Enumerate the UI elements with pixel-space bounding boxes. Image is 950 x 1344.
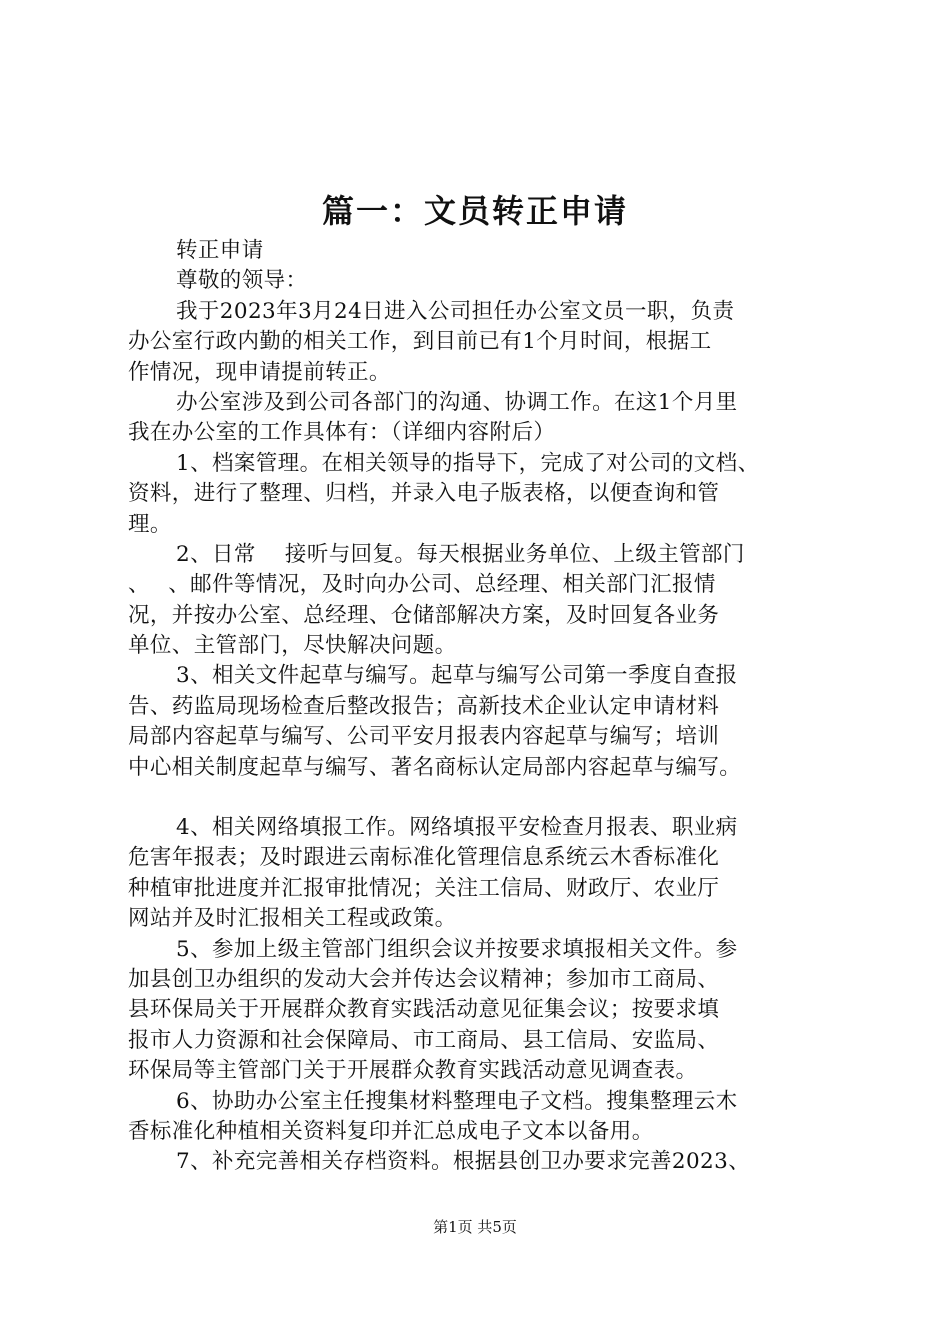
paragraph-3	[128, 449, 830, 540]
text-line: 况，并按办公室、总经理、仓储部解决方案，及时回复各业务	[128, 602, 720, 628]
paragraph-4	[128, 540, 830, 662]
text-line: 作情况，现申请提前转正。	[128, 359, 391, 385]
paragraph-1	[128, 297, 830, 388]
text-line: 3、相关文件起草与编写。起草与编写公司第一季度自查报	[176, 663, 738, 689]
salutation-line: 尊敬的领导：	[176, 268, 308, 294]
text-line: 香标准化种植相关资料复印并汇总成电子文本以备用。	[128, 1118, 654, 1144]
text-line: 6、协助办公室主任搜集材料整理电子文档。搜集整理云木	[176, 1088, 738, 1114]
text-line: 我在办公室的工作具体有：（详细内容附后）	[128, 420, 556, 446]
text-line: 县环保局关于开展群众教育实践活动意见征集会议；按要求填	[128, 997, 720, 1023]
text-line: 告、药监局现场检查后整改报告；高新技术企业认定申请材料	[128, 693, 720, 719]
paragraph-5	[128, 661, 830, 783]
text-line: 、 、邮件等情况，及时向办公司、总经理、相关部门汇报情	[128, 572, 716, 598]
text-line: 1、档案管理。在相关领导的指导下，完成了对公司的文档、	[176, 450, 760, 476]
text-line: 资料，进行了整理、归档，并录入电子版表格，以便查询和管	[128, 481, 720, 507]
text-line: 加县创卫办组织的发动大会并传达会议精神；参加市工商局、	[128, 966, 720, 992]
text-line: 我于2023年3月24日进入公司担任办公室文员一职，负责	[176, 298, 735, 324]
text-line: 办公室行政内勤的相关工作，到目前已有1个月时间，根据工	[128, 329, 712, 355]
paragraph-6	[128, 813, 830, 935]
text-line: 单位、主管部门，尽快解决问题。	[128, 633, 457, 659]
text-line: 理。	[128, 511, 172, 537]
paragraph-2	[128, 388, 830, 449]
document-title: 篇一：文员转正申请	[321, 192, 628, 230]
text-line: 7、补充完善相关存档资料。根据县创卫办要求完善2023、	[176, 1149, 751, 1175]
text-line: 报市人力资源和社会保障局、市工商局、县工信局、安监局、	[128, 1027, 720, 1053]
text-line: 4、相关网络填报工作。网络填报平安检查月报表、职业病	[176, 815, 738, 841]
text-line: 环保局等主管部门关于开展群众教育实践活动意见调查表。	[128, 1058, 698, 1084]
text-line: 种植审批进度并汇报审批情况；关注工信局、财政厅、农业厅	[128, 875, 720, 901]
paragraph-8	[128, 1087, 830, 1148]
text-line: 办公室涉及到公司各部门的沟通、协调工作。在这1个月里	[176, 389, 738, 415]
blank-spacer	[128, 783, 830, 813]
heading-line: 转正申请	[176, 238, 264, 263]
page-footer: 第1页 共5页	[433, 1218, 517, 1236]
text-line: 网站并及时汇报相关工程或政策。	[128, 906, 457, 932]
paragraph-9	[128, 1147, 830, 1177]
paragraph-7	[128, 935, 830, 1087]
document-body	[128, 236, 830, 1178]
text-line: 危害年报表；及时跟进云南标准化管理信息系统云木香标准化	[128, 845, 720, 871]
text-line: 5、参加上级主管部门组织会议并按要求填报相关文件。参	[176, 936, 738, 962]
text-line: 局部内容起草与编写、公司平安月报表内容起草与编写；培训	[128, 724, 720, 750]
text-line: 2、日常 接听与回复。每天根据业务单位、上级主管部门	[176, 541, 745, 567]
text-line: 中心相关制度起草与编写、著名商标认定局部内容起草与编写。	[128, 754, 742, 780]
